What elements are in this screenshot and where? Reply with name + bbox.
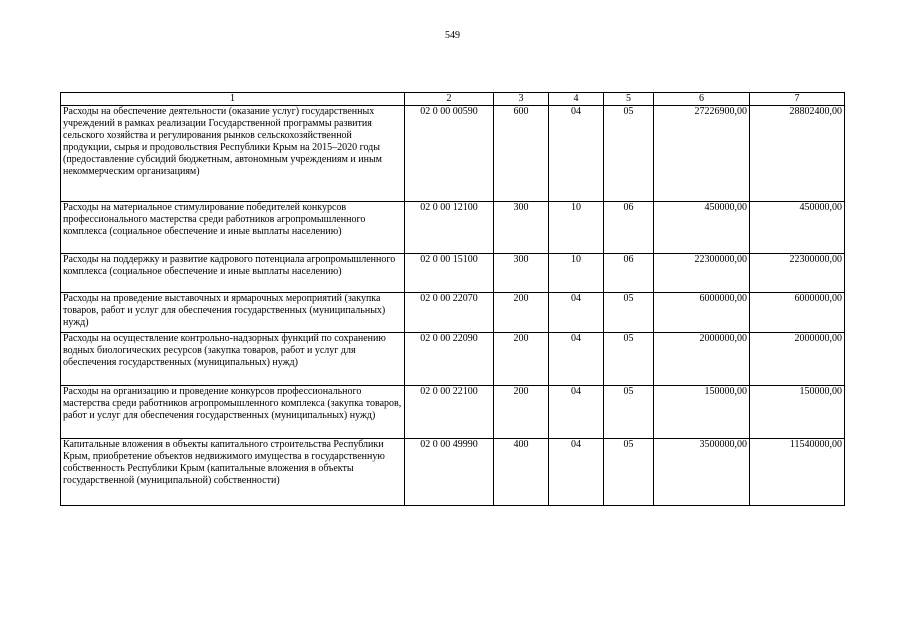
page-number: 549 — [445, 30, 460, 41]
table-row — [61, 293, 845, 333]
subsection-code: 05 — [604, 293, 654, 333]
expense-type-code: 200 — [494, 293, 549, 333]
column-header: 6 — [654, 93, 750, 106]
table-row — [61, 386, 845, 439]
amount-col7: 450000,00 — [750, 202, 845, 254]
subsection-code: 05 — [604, 333, 654, 386]
expense-type-code: 400 — [494, 439, 549, 506]
subsection-code: 05 — [604, 439, 654, 506]
section-code: 04 — [549, 293, 604, 333]
amount-col7: 11540000,00 — [750, 439, 845, 506]
amount-col6: 150000,00 — [654, 386, 750, 439]
section-code: 04 — [549, 439, 604, 506]
table-row — [61, 439, 845, 506]
column-header: 7 — [750, 93, 845, 106]
target-article-code: 02 0 00 22100 — [405, 386, 494, 439]
section-code: 10 — [549, 254, 604, 293]
subsection-code: 05 — [604, 106, 654, 202]
target-article-code: 02 0 00 00590 — [405, 106, 494, 202]
expense-description: Расходы на материальное стимулирование победителей конкурсов профессионального мастерства среди работников агропромышленного комплекса (социальное обеспечение и иные выплаты населению) — [61, 202, 405, 254]
amount-col6: 27226900,00 — [654, 106, 750, 202]
column-header: 5 — [604, 93, 654, 106]
target-article-code: 02 0 00 12100 — [405, 202, 494, 254]
expense-type-code: 300 — [494, 202, 549, 254]
expense-description: Расходы на обеспечение деятельности (оказание услуг) государственных учреждений в рамках реализации Государственной программы развития сельского хозяйства и регулирования рынков сельскохозяйственной продукции, сырья и продовольствия Республики Крым на 2015–2020 годы (предоставление субсидий бюджетным, автономным учреждениям и иным некоммерческим организациям) — [61, 106, 405, 202]
table-row — [61, 254, 845, 293]
expense-description: Капитальные вложения в объекты капитального строительства Республики Крым, приобретение объектов недвижимого имущества в государственную собственность Республики Крым (капитальные вложения в объекты государственной (муниципальной) собственности) — [61, 439, 405, 506]
target-article-code: 02 0 00 15100 — [405, 254, 494, 293]
expense-type-code: 300 — [494, 254, 549, 293]
column-header: 1 — [61, 93, 405, 106]
expense-description: Расходы на проведение выставочных и ярмарочных мероприятий (закупка товаров, работ и услуг для обеспечения государственных (муниципальных) нужд) — [61, 293, 405, 333]
target-article-code: 02 0 00 22090 — [405, 333, 494, 386]
expense-type-code: 200 — [494, 386, 549, 439]
amount-col6: 6000000,00 — [654, 293, 750, 333]
expense-type-code: 600 — [494, 106, 549, 202]
amount-col6: 22300000,00 — [654, 254, 750, 293]
target-article-code: 02 0 00 49990 — [405, 439, 494, 506]
section-code: 04 — [549, 333, 604, 386]
target-article-code: 02 0 00 22070 — [405, 293, 494, 333]
amount-col7: 22300000,00 — [750, 254, 845, 293]
table-row — [61, 106, 845, 202]
amount-col7: 6000000,00 — [750, 293, 845, 333]
column-header: 2 — [405, 93, 494, 106]
column-header: 4 — [549, 93, 604, 106]
table-row — [61, 333, 845, 386]
table-header-row — [61, 93, 845, 106]
amount-col6: 2000000,00 — [654, 333, 750, 386]
table-row — [61, 202, 845, 254]
budget-table — [60, 92, 845, 506]
subsection-code: 05 — [604, 386, 654, 439]
amount-col7: 2000000,00 — [750, 333, 845, 386]
expense-description: Расходы на поддержку и развитие кадрового потенциала агропромышленного комплекса (социальное обеспечение и иные выплаты населению) — [61, 254, 405, 293]
section-code: 10 — [549, 202, 604, 254]
subsection-code: 06 — [604, 202, 654, 254]
expense-type-code: 200 — [494, 333, 549, 386]
subsection-code: 06 — [604, 254, 654, 293]
amount-col6: 450000,00 — [654, 202, 750, 254]
amount-col7: 150000,00 — [750, 386, 845, 439]
section-code: 04 — [549, 386, 604, 439]
expense-description: Расходы на осуществление контрольно-надзорных функций по сохранению водных биологических ресурсов (закупка товаров, работ и услуг для обеспечения государственных (муниципальных) нужд) — [61, 333, 405, 386]
column-header: 3 — [494, 93, 549, 106]
amount-col7: 28802400,00 — [750, 106, 845, 202]
amount-col6: 3500000,00 — [654, 439, 750, 506]
expense-description: Расходы на организацию и проведение конкурсов профессионального мастерства среди работников агропромышленного комплекса (закупка товаров, работ и услуг для обеспечения государственных (муниципальных) нужд) — [61, 386, 405, 439]
section-code: 04 — [549, 106, 604, 202]
